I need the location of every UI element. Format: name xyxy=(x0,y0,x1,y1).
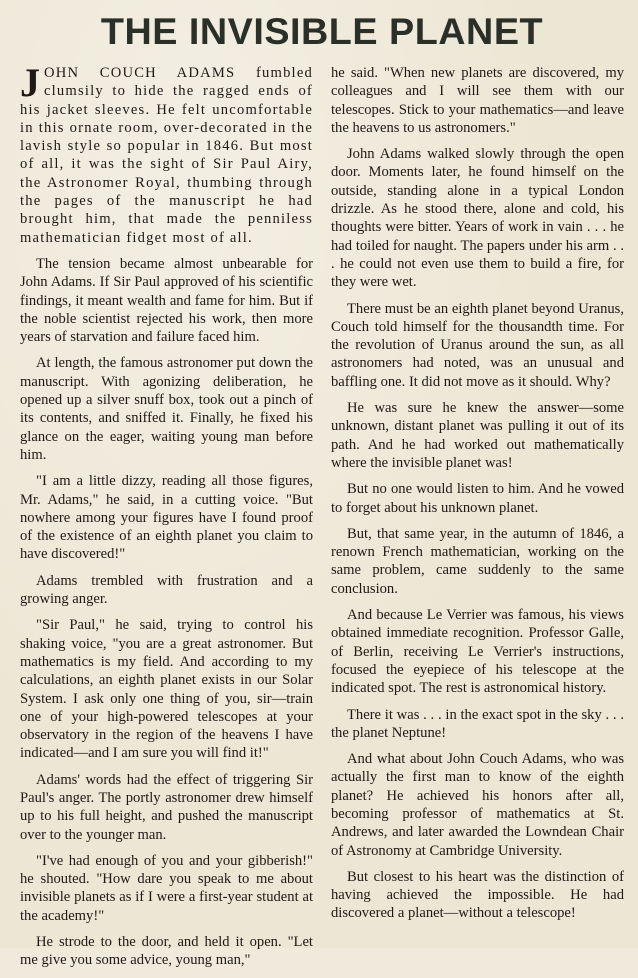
paragraph: John Adams walked slowly through the open door. Moments later, he found himself on the outside, standing alone in a typical London drizzle. As he stood there, alone and cold, his thoughts were bitter. Years of work in vain . . . he had toiled for naught. The papers under his arm . . . he could not even use them to build a fire, for they were wet. xyxy=(331,146,624,291)
paragraph: At length, the famous astronomer put down the manuscript. With agonizing deliberation, he opened up a silver snuff box, took out a pinch of its contents, and sniffed it. Finally, he fixed his glance on the eager, waiting young man before him. xyxy=(20,355,313,463)
paragraph: There must be an eighth planet beyond Uranus, Couch told himself for the thousandth time. For the revolution of Uranus around the sun, as all astronomers had noted, was an unusual and baffling one. It did not move as it should. Why? xyxy=(331,300,624,390)
paragraph-text: OHN COUCH ADAMS fumbled clumsily to hide the ragged ends of his jacket sleeves. He felt uncomfortable in this ornate room, over-decorated in the lavish style so popular in 1846. But most of all, it was the sight of Sir Paul Airy, the Astronomer Royal, thumbing through the pages of the manuscript he had brought him, that made the penniless mathematician fidget most of all. xyxy=(20,65,313,246)
paragraph: There it was . . . in the exact spot in the sky . . . the planet Neptune! xyxy=(331,706,624,741)
paragraph: Adams' words had the effect of triggering Sir Paul's anger. The portly astronomer drew himself up to his full height, and pushed the manuscript over to the younger man. xyxy=(20,771,313,843)
paragraph xyxy=(20,60,313,247)
story-body xyxy=(20,60,624,978)
paragraph: The tension became almost unbearable for John Adams. If Sir Paul approved of his scientific findings, it meant wealth and fame for him. But if the noble scientist rejected his work, then more years of starvation and failure faced him. xyxy=(20,255,313,346)
paragraph: And what about John Couch Adams, who was actually the first man to know of the eighth planet? He achieved his honors after all, becoming professor of mathematics at St. Andrews, and later awarded the Lowndean Chair of Astronomy at Cambridge University. xyxy=(331,751,624,859)
paragraph: "Sir Paul," he said, trying to control his shaking voice, "you are a great astronomer. But mathematics is my field. And according to my calculations, an eighth planet exists in our Solar System. I ask only one thing of you, sir—train one of your high-powered telescopes at your observatory in the region of the heavens I have indicated—and I am sure you will find it!" xyxy=(20,617,313,762)
paragraph: But closest to his heart was the distinction of having achieved the impossible. He had discovered a planet—without a telescope! xyxy=(331,868,624,922)
paragraph: He was sure he knew the answer—some unknown, distant planet was pulling it out of its path. And he had worked out mathematically where the invisible planet was! xyxy=(331,400,624,471)
paragraph: he said. "When new planets are discovered, my colleagues and I will see them with our telescopes. Stick to your mathematics—and leave the heavens to us astronomers." xyxy=(331,65,624,136)
paragraph: But, that same year, in the autumn of 1846, a renown French mathematician, working on the same problem, came suddenly to the same conclusion. xyxy=(331,525,624,597)
right-column xyxy=(331,64,624,978)
story-title: THE INVISIBLE PLANET xyxy=(100,11,544,52)
paragraph: Adams trembled with frustration and a growing anger. xyxy=(20,572,313,608)
paragraph: He strode to the door, and held it open. "Let me give you some advice, young man," xyxy=(20,934,313,969)
paragraph: But no one would listen to him. And he vowed to forget about his unknown planet. xyxy=(331,481,624,516)
drop-cap: J xyxy=(20,60,40,105)
paragraph: "I am a little dizzy, reading all those figures, Mr. Adams," he said, in a cutting voice. "But nowhere among your figures have I found proof of the existence of an eighth planet you claim to have discovered!" xyxy=(20,473,313,563)
paragraph: And because Le Verrier was famous, his views obtained immediate recognition. Professor Galle, of Berlin, receiving Le Verrier's instructions, focused the eyepiece of his telescope at the indicated spot. The rest is astronomical history. xyxy=(331,607,624,697)
left-column xyxy=(20,60,313,978)
paragraph: "I've had enough of you and your gibberish!" he shouted. "How dare you speak to me about invisible planets as if I were a first-year student at the academy!" xyxy=(20,852,313,924)
